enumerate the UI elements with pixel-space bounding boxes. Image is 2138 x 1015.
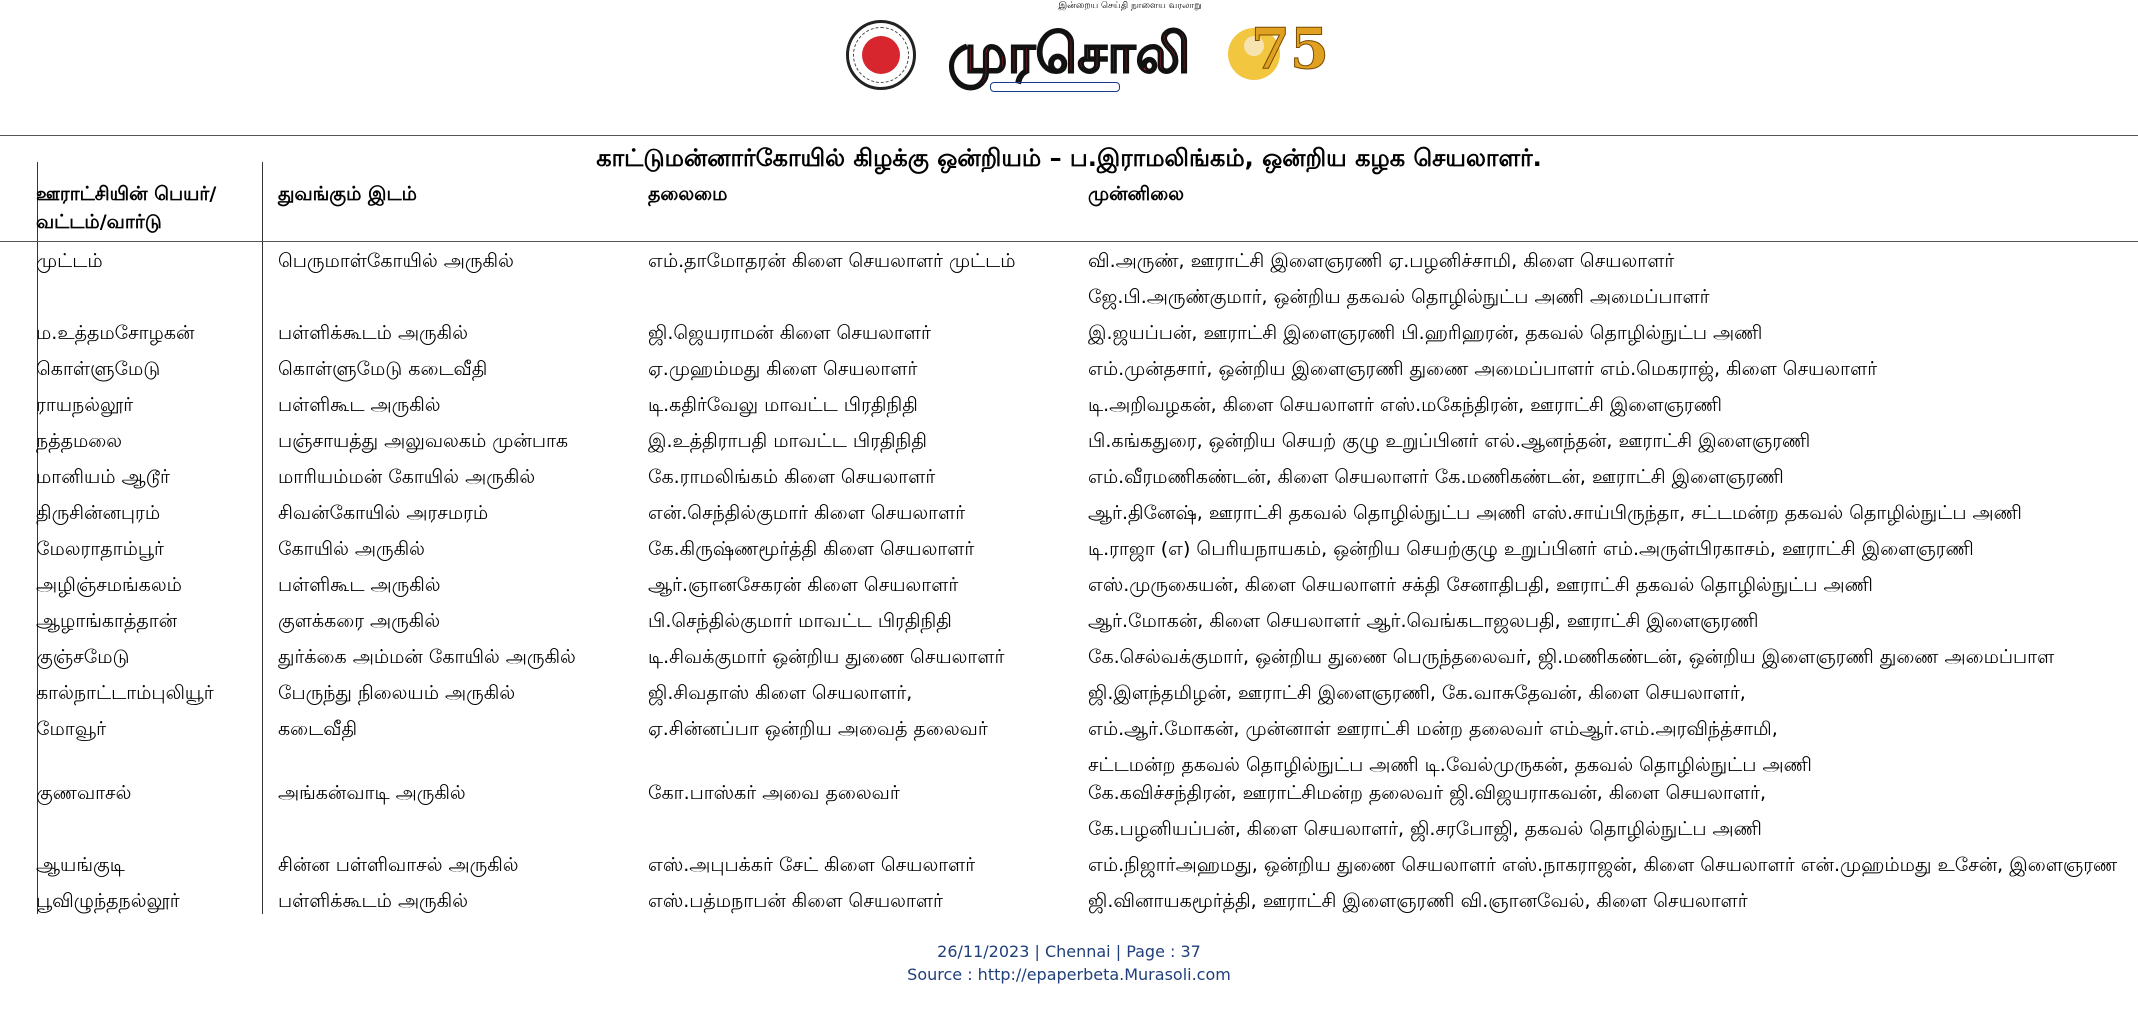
cell-start: பேருந்து நிலையம் அருகில் — [278, 682, 516, 704]
presence-line: ஆர்.மோகன், கிளை செயலாளர் ஆர்.வெங்கடாஜலபதி, ஊராட்சி இளைஞரணி — [1088, 610, 1759, 632]
cell-presence — [1088, 495, 2022, 531]
cell-lead: கே.கிருஷ்ணமூர்த்தி கிளை செயலாளர் — [648, 538, 975, 560]
footer-dateline: 26/11/2023 | Chennai | Page : 37 — [937, 942, 1201, 961]
cell-lead: ஏ.சின்னப்பா ஒன்றிய அவைத் தலைவர் — [648, 718, 988, 740]
cell-presence — [1088, 351, 1877, 387]
cell-start: மாரியம்மன் கோயில் அருகில் — [278, 466, 536, 488]
cell-start: பெருமாள்கோயில் அருகில் — [278, 250, 514, 272]
presence-line: பி.கங்கதுரை, ஒன்றிய செயற் குழு உறுப்பினர் எல்.ஆனந்தன், ஊராட்சி இளைஞரணி — [1088, 430, 1811, 452]
col-header-village: ஊராட்சியின் பெயர்/ வட்டம்/வார்டு — [36, 183, 217, 233]
cell-lead: கோ.பாஸ்கர் அவை தலைவர் — [648, 782, 900, 804]
cell-presence — [1088, 423, 1810, 459]
party-seal-logo — [846, 20, 916, 90]
cell-village: நத்தமலை — [36, 430, 122, 452]
page-headline: காட்டுமன்னார்கோயில் கிழக்கு ஒன்றியம் – ப.இராமலிங்கம், ஒன்றிய கழக செயலாளர். — [596, 144, 1542, 172]
presence-line: கே.கவிச்சந்திரன், ஊராட்சிமன்ற தலைவர் ஜி.விஜயராகவன், கிளை செயலாளர், — [1088, 782, 1767, 804]
cell-village: மானியம் ஆடூர் — [36, 466, 170, 488]
presence-line: எம்.வீரமணிகண்டன், கிளை செயலாளர் கே.மணிகண்டன், ஊராட்சி இளைஞரணி — [1088, 466, 1784, 488]
table-column-divider — [262, 162, 263, 914]
presence-line: டி.ராஜா (எ) பெரியநாயகம், ஒன்றிய செயற்குழு உறுப்பினர் எம்.அருள்பிரகாசம், ஊராட்சி இளைஞரணி — [1088, 538, 1974, 560]
cell-start: பள்ளிக்கூடம் அருகில் — [278, 890, 469, 912]
presence-line: எம்.ஆர்.மோகன், முன்னாள் ஊராட்சி மன்ற தலைவர் எம்ஆர்.எம்.அரவிந்த்சாமி, — [1088, 718, 1778, 740]
cell-presence — [1088, 459, 1784, 495]
cell-village: ஆயங்குடி — [36, 854, 125, 876]
cell-village: மேலராதாம்பூர் — [36, 538, 164, 560]
cell-village: குஞ்சமேடு — [36, 646, 130, 668]
cell-village: அழிஞ்சமங்கலம் — [36, 574, 182, 596]
cell-village: திருசின்னபுரம் — [36, 502, 161, 524]
presence-line: ஆர்.தினேஷ், ஊராட்சி தகவல் தொழில்நுட்ப அணி எஸ்.சாய்பிருந்தா, சட்டமன்ற தகவல் தொழில்நுட்ப அணி — [1088, 502, 2022, 524]
cell-start: கொள்ளுமேடு கடைவீதி — [278, 358, 488, 380]
cell-presence — [1088, 883, 1748, 919]
cell-lead: டி.சிவக்குமார் ஒன்றிய துணை செயலாளர் — [648, 646, 1005, 668]
cell-presence — [1088, 847, 2117, 883]
cell-village: கொள்ளுமேடு — [36, 358, 161, 380]
cell-start: சின்ன பள்ளிவாசல் அருகில் — [278, 854, 519, 876]
cell-lead: இ.உத்திராபதி மாவட்ட பிரதிநிதி — [648, 430, 927, 452]
cell-village: கால்நாட்டாம்புலியூர் — [36, 682, 214, 704]
table-header-rule — [0, 241, 2138, 242]
cell-lead: ஆர்.ஞானசேகரன் கிளை செயலாளர் — [648, 574, 959, 596]
presence-line: சட்டமன்ற தகவல் தொழில்நுட்ப அணி டி.வேல்முருகன், தகவல் தொழில்நுட்ப அணி — [1088, 754, 1812, 776]
cell-lead: பி.செந்தில்குமார் மாவட்ட பிரதிநிதி — [648, 610, 952, 632]
col-header-start: துவங்கும் இடம் — [278, 183, 417, 205]
cell-village: மோவூர் — [36, 718, 107, 740]
cell-start: குளக்கரை அருகில் — [278, 610, 441, 632]
col-header-presence: முன்னிலை — [1088, 183, 1185, 205]
presence-line: ஜி.வினாயகமூர்த்தி, ஊராட்சி இளைஞரணி வி.ஞானவேல், கிளை செயலாளர் — [1088, 890, 1748, 912]
cell-village: பூவிழுந்தநல்லூர் — [36, 890, 180, 912]
anniversary-number: 75 — [1251, 16, 1329, 82]
cell-village: முட்டம் — [36, 250, 103, 272]
presence-line: எம்.முன்தசார், ஒன்றிய இளைஞரணி துணை அமைப்பாளர் எம்.மெகராஜ், கிளை செயலாளர் — [1088, 358, 1878, 380]
cell-start: பஞ்சாயத்து அலுவலகம் முன்பாக — [278, 430, 569, 452]
cell-start: பள்ளிக்கூடம் அருகில் — [278, 322, 469, 344]
murasoli-logo-text: முரசொலி — [947, 22, 1191, 85]
cell-presence — [1088, 315, 1762, 351]
cell-lead: டி.கதிர்வேலு மாவட்ட பிரதிநிதி — [648, 394, 918, 416]
cell-start: அங்கன்வாடி அருகில் — [278, 782, 466, 804]
top-rule — [0, 135, 2138, 136]
cell-start: சிவன்கோயில் அரசமரம் — [278, 502, 489, 524]
cell-lead: எஸ்.பத்மநாபன் கிளை செயலாளர் — [648, 890, 943, 912]
presence-line: டி.அறிவழகன், கிளை செயலாளர் எஸ்.மகேந்திரன், ஊராட்சி இளைஞரணி — [1088, 394, 1722, 416]
cell-lead: கே.ராமலிங்கம் கிளை செயலாளர் — [648, 466, 936, 488]
cell-presence — [1088, 775, 1766, 847]
cell-lead: ஏ.முஹம்மது கிளை செயலாளர் — [648, 358, 918, 380]
cell-village: ம.உத்தமசோழகன் — [36, 322, 195, 344]
cell-village: ஆழாங்காத்தான் — [36, 610, 178, 632]
col-header-lead: தலைமை — [648, 183, 728, 205]
masthead — [840, 0, 1329, 100]
cell-village: ராயநல்லூர் — [36, 394, 134, 416]
cell-lead: என்.செந்தில்குமார் கிளை செயலாளர் — [648, 502, 966, 524]
cell-presence — [1088, 387, 1722, 423]
cell-presence — [1088, 531, 1974, 567]
cell-lead: எம்.தாமோதரன் கிளை செயலாளர் முட்டம் — [648, 250, 1016, 272]
masthead-tagline: இன்றைய செய்தி நாளைய வரலாறு — [1058, 1, 1202, 11]
cell-presence — [1088, 243, 1710, 315]
cell-start: பள்ளிகூட அருகில் — [278, 394, 441, 416]
cell-start: கோயில் அருகில் — [278, 538, 425, 560]
cell-presence — [1088, 567, 1873, 603]
cell-start: துர்க்கை அம்மன் கோயில் அருகில் — [278, 646, 576, 668]
logo-subtitle-bar — [990, 82, 1120, 92]
footer-source: Source : http://epaperbeta.Murasoli.com — [907, 965, 1231, 984]
cell-lead: ஜி.சிவதாஸ் கிளை செயலாளர், — [648, 682, 913, 704]
cell-presence — [1088, 603, 1759, 639]
presence-line: எஸ்.முருகையன், கிளை செயலாளர் சக்தி சேனாதிபதி, ஊராட்சி தகவல் தொழில்நுட்ப அணி — [1088, 574, 1873, 596]
presence-line: ஜே.பி.அருண்குமார், ஒன்றிய தகவல் தொழில்நுட்ப அணி அமைப்பாளர் — [1088, 286, 1710, 308]
presence-line: ஜி.இளந்தமிழன், ஊராட்சி இளைஞரணி, கே.வாசுதேவன், கிளை செயலாளர், — [1088, 682, 1746, 704]
cell-village: குணவாசல் — [36, 782, 132, 804]
cell-start: கடைவீதி — [278, 718, 358, 740]
presence-line: கே.செல்வக்குமார், ஒன்றிய துணை பெருந்தலைவர், ஜி.மணிகண்டன், ஒன்றிய இளைஞரணி துணை அமைப்பாள — [1088, 646, 2055, 668]
presence-line: எம்.நிஜார்அஹமது, ஒன்றிய துணை செயலாளர் எஸ்.நாகராஜன், கிளை செயலாளர் என்.முஹம்மது உசேன், இளைஞரண — [1088, 854, 2118, 876]
cell-lead: ஜி.ஜெயராமன் கிளை செயலாளர் — [648, 322, 931, 344]
cell-presence — [1088, 675, 1746, 711]
cell-presence — [1088, 711, 1812, 783]
presence-line: கே.பழனியப்பன், கிளை செயலாளர், ஜி.சரபோஜி, தகவல் தொழில்நுட்ப அணி — [1088, 818, 1762, 840]
presence-line: இ.ஜயப்பன், ஊராட்சி இளைஞரணி பி.ஹரிஹரன், தகவல் தொழில்நுட்ப அணி — [1088, 322, 1763, 344]
murasoli-logo — [924, 14, 1214, 88]
anniversary-75-badge — [1220, 6, 1329, 98]
presence-line: வி.அருண், ஊராட்சி இளைஞரணி ஏ.பழனிச்சாமி, கிளை செயலாளர் — [1088, 250, 1675, 272]
cell-start: பள்ளிகூட அருகில் — [278, 574, 441, 596]
cell-presence — [1088, 639, 2054, 675]
cell-lead: எஸ்.அபுபக்கர் சேட் கிளை செயலாளர் — [648, 854, 976, 876]
